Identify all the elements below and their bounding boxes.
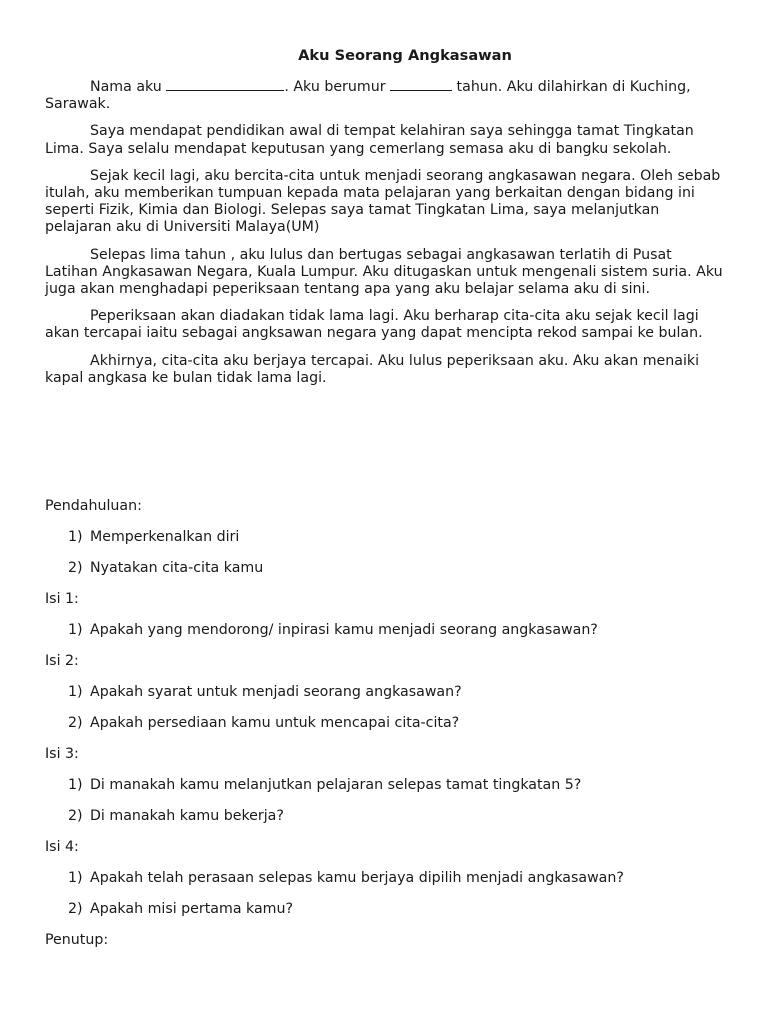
item-number: 2) xyxy=(68,808,83,824)
outline-heading-penutup: Penutup: xyxy=(45,932,109,948)
outline-item xyxy=(45,529,725,560)
outline-item xyxy=(45,870,725,901)
outline-item xyxy=(45,560,725,591)
outline-heading-isi-3: Isi 3: xyxy=(45,746,79,762)
intro-paragraph xyxy=(45,78,725,113)
intro-text-2: . Aku berumur xyxy=(284,79,391,95)
item-text: Apakah misi pertama kamu? xyxy=(90,901,294,917)
document-page xyxy=(45,46,725,397)
item-number: 2) xyxy=(68,560,83,576)
paragraph: Peperiksaan akan diadakan tidak lama lagi. Aku berharap cita-cita aku sejak kecil lagi akan tercapai iaitu sebagai angksawan negara yang dapat mencipta rekod sampai ke bulan. xyxy=(45,308,703,342)
item-number: 2) xyxy=(68,715,83,731)
item-number: 1) xyxy=(68,870,83,886)
item-number: 1) xyxy=(68,684,83,700)
item-text: Memperkenalkan diri xyxy=(90,529,240,545)
item-number: 1) xyxy=(68,777,83,793)
item-text: Apakah yang mendorong/ inpirasi kamu menjadi seorang angkasawan? xyxy=(90,622,598,638)
item-number: 1) xyxy=(68,529,83,545)
name-blank xyxy=(166,78,284,91)
item-number: 2) xyxy=(68,901,83,917)
paragraph: Selepas lima tahun , aku lulus dan bertugas sebagai angkasawan terlatih di Pusat Latihan Angkasawan Negara, Kuala Lumpur. Aku ditugaskan untuk mengenali sistem suria. Aku juga akan menghadapi peperiksaan tentang apa yang aku belajar selama aku di sini. xyxy=(45,246,723,298)
age-blank xyxy=(390,78,452,91)
item-text: Apakah telah perasaan selepas kamu berjaya dipilih menjadi angkasawan? xyxy=(90,870,624,886)
outline-heading-isi-1: Isi 1: xyxy=(45,591,79,607)
item-text: Apakah syarat untuk menjadi seorang angkasawan? xyxy=(90,684,462,700)
document-title: Aku Seorang Angkasawan xyxy=(298,47,512,64)
item-text: Apakah persediaan kamu untuk mencapai cita-cita? xyxy=(90,715,460,731)
intro-text-1: Nama aku xyxy=(90,79,167,95)
outline-item xyxy=(45,808,725,839)
essay-outline xyxy=(45,498,725,963)
item-text: Di manakah kamu bekerja? xyxy=(90,808,284,824)
outline-item xyxy=(45,901,725,932)
paragraph: Saya mendapat pendidikan awal di tempat kelahiran saya sehingga tamat Tingkatan Lima. Saya selalu mendapat keputusan yang cemerlang semasa aku di bangku sekolah. xyxy=(45,123,694,157)
outline-item xyxy=(45,684,725,715)
outline-item xyxy=(45,622,725,653)
paragraph: Sejak kecil lagi, aku bercita-cita untuk menjadi seorang angkasawan negara. Oleh sebab itulah, aku memberikan tumpuan kepada mata pelajaran yang berkaitan dengan bidang ini seperti Fizik, Kimia dan Biologi. Selepas saya tamat Tingkatan Lima, saya melanjutkan pelajaran aku di Universiti Malaya(UM) xyxy=(45,167,721,236)
outline-heading-pendahuluan: Pendahuluan: xyxy=(45,498,142,514)
outline-item xyxy=(45,715,725,746)
outline-item xyxy=(45,777,725,808)
outline-heading-isi-4: Isi 4: xyxy=(45,839,79,855)
item-number: 1) xyxy=(68,622,83,638)
paragraph: Akhirnya, cita-cita aku berjaya tercapai. Aku lulus peperiksaan aku. Aku akan menaiki kapal angkasa ke bulan tidak lama lagi. xyxy=(45,352,700,386)
outline-heading-isi-2: Isi 2: xyxy=(45,653,79,669)
item-text: Di manakah kamu melanjutkan pelajaran selepas tamat tingkatan 5? xyxy=(90,777,582,793)
item-text: Nyatakan cita-cita kamu xyxy=(90,560,264,576)
intro-text-3: tahun. Aku dilahirkan di Kuching, Sarawak. xyxy=(45,79,691,113)
